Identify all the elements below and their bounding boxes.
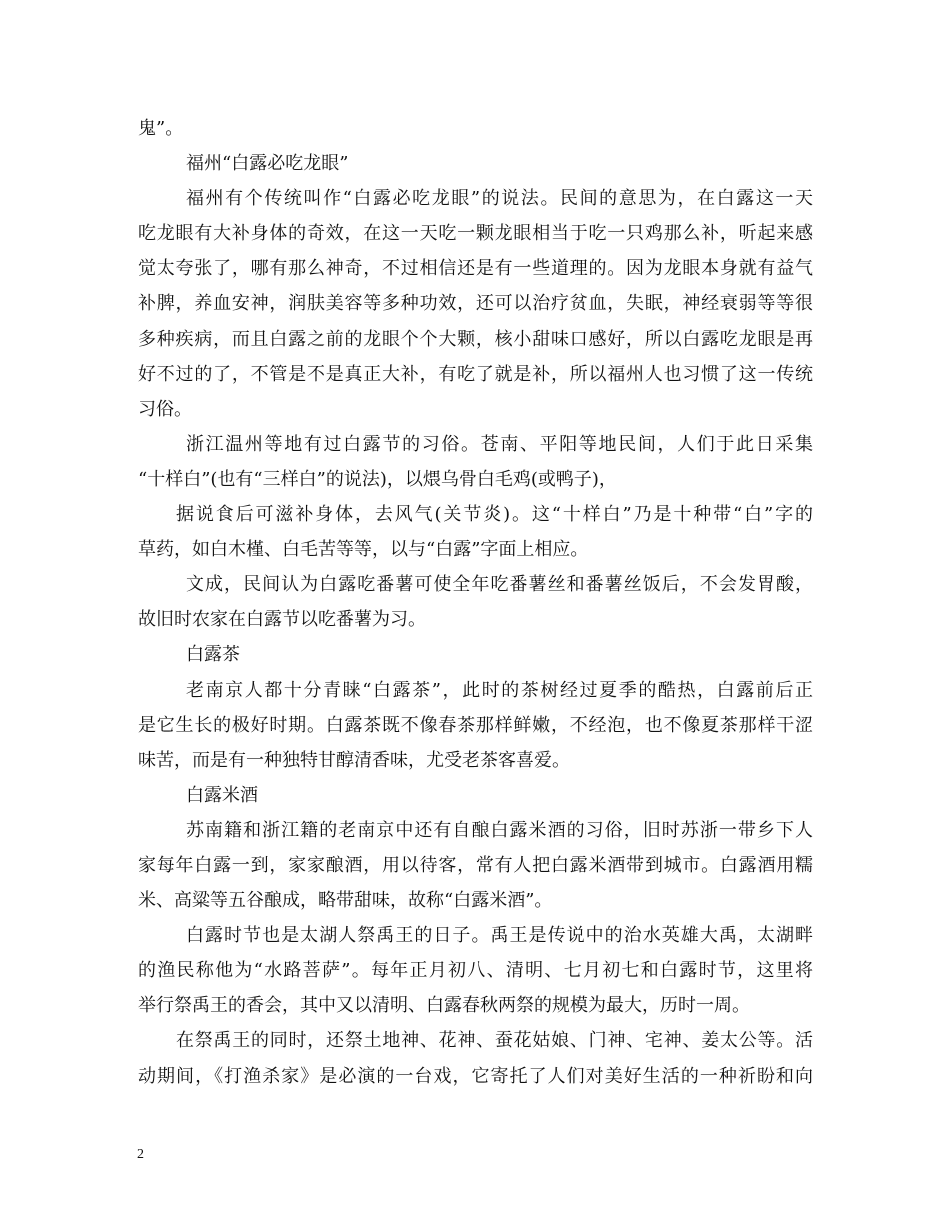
text-line: 浙江温州等地有过白露节的习俗。苍南、平阳等地民间，人们于此日采集 [186, 433, 813, 455]
text-line: 老南京人都十分青睐“白露茶”，此时的茶树经过夏季的酷热，白露前后正 [186, 679, 813, 701]
text-line: 动期间，《打渔杀家》是必演的一台戏，它寄托了人们对美好生活的一种祈盼和向 [138, 1065, 813, 1087]
text-line: 举行祭禹王的香会，其中又以清明、白露春秋两祭的规模为最大，历时一周。 [138, 995, 750, 1017]
section-heading: 白露茶 [186, 644, 240, 666]
text-line: 福州有个传统叫作“白露必吃龙眼”的说法。民间的意思为，在白露这一天 [186, 188, 813, 210]
text-line: 是它生长的极好时期。白露茶既不像春茶那样鲜嫩，不经泡，也不像夏茶那样干涩 [138, 714, 813, 736]
text-line: 文成，民间认为白露吃番薯可使全年吃番薯丝和番薯丝饭后，不会发胃酸， [186, 574, 813, 596]
text-line: 味苦，而是有一种独特甘醇清香味，尤受老茶客喜爱。 [138, 749, 570, 771]
text-line: 白露时节也是太湖人祭禹王的日子。禹王是传说中的治水英雄大禹，太湖畔 [186, 925, 813, 947]
page-number: 2 [137, 1147, 144, 1162]
text-line: 在祭禹王的同时，还祭土地神、花神、蚕花姑娘、门神、宅神、姜太公等。活 [176, 1030, 813, 1052]
section-heading: 福州“白露必吃龙眼” [186, 153, 349, 175]
text-line: 米、高粱等五谷酿成，略带甜味，故称“白露米酒”。 [138, 890, 553, 912]
text-line: 苏南籍和浙江籍的老南京中还有自酿白露米酒的习俗，旧时苏浙一带乡下人 [186, 819, 813, 841]
text-line: 好不过的了，不管是不是真正大补，有吃了就是补，所以福州人也习惯了这一传统 [138, 363, 813, 385]
text-line: 觉太夸张了，哪有那么神奇，不过相信还是有一些道理的。因为龙眼本身就有益气 [138, 258, 813, 280]
text-line: 据说食后可滋补身体，去风气(关节炎)。这“十样白”乃是十种带“白”字的 [176, 504, 813, 526]
text-line: 鬼”。 [138, 118, 184, 139]
text-line: 多种疾病，而且白露之前的龙眼个个大颗，核小甜味口感好，所以白露吃龙眼是再 [138, 328, 813, 350]
text-line: 草药，如白木槿、白毛苦等等，以与“白露”字面上相应。 [138, 539, 589, 561]
text-line: 家每年白露一到，家家酿酒，用以待客，常有人把白露米酒带到城市。白露酒用糯 [138, 854, 813, 876]
text-line: 习俗。 [138, 398, 192, 420]
text-line: 的渔民称他为“水路菩萨”。每年正月初八、清明、七月初七和白露时节，这里将 [138, 960, 813, 982]
text-line: 吃龙眼有大补身体的奇效，在这一天吃一颗龙眼相当于吃一只鸡那么补，听起来感 [138, 223, 813, 245]
text-line: 故旧时农家在白露节以吃番薯为习。 [138, 609, 426, 631]
body-text [138, 111, 813, 1094]
text-line: 补脾，养血安神，润肤美容等多种功效，还可以治疗贫血，失眠，神经衰弱等等很 [138, 293, 813, 315]
text-line: “十样白”(也有“三样白”的说法)，以煨乌骨白毛鸡(或鸭子)， [138, 468, 617, 490]
section-heading: 白露米酒 [186, 784, 258, 806]
